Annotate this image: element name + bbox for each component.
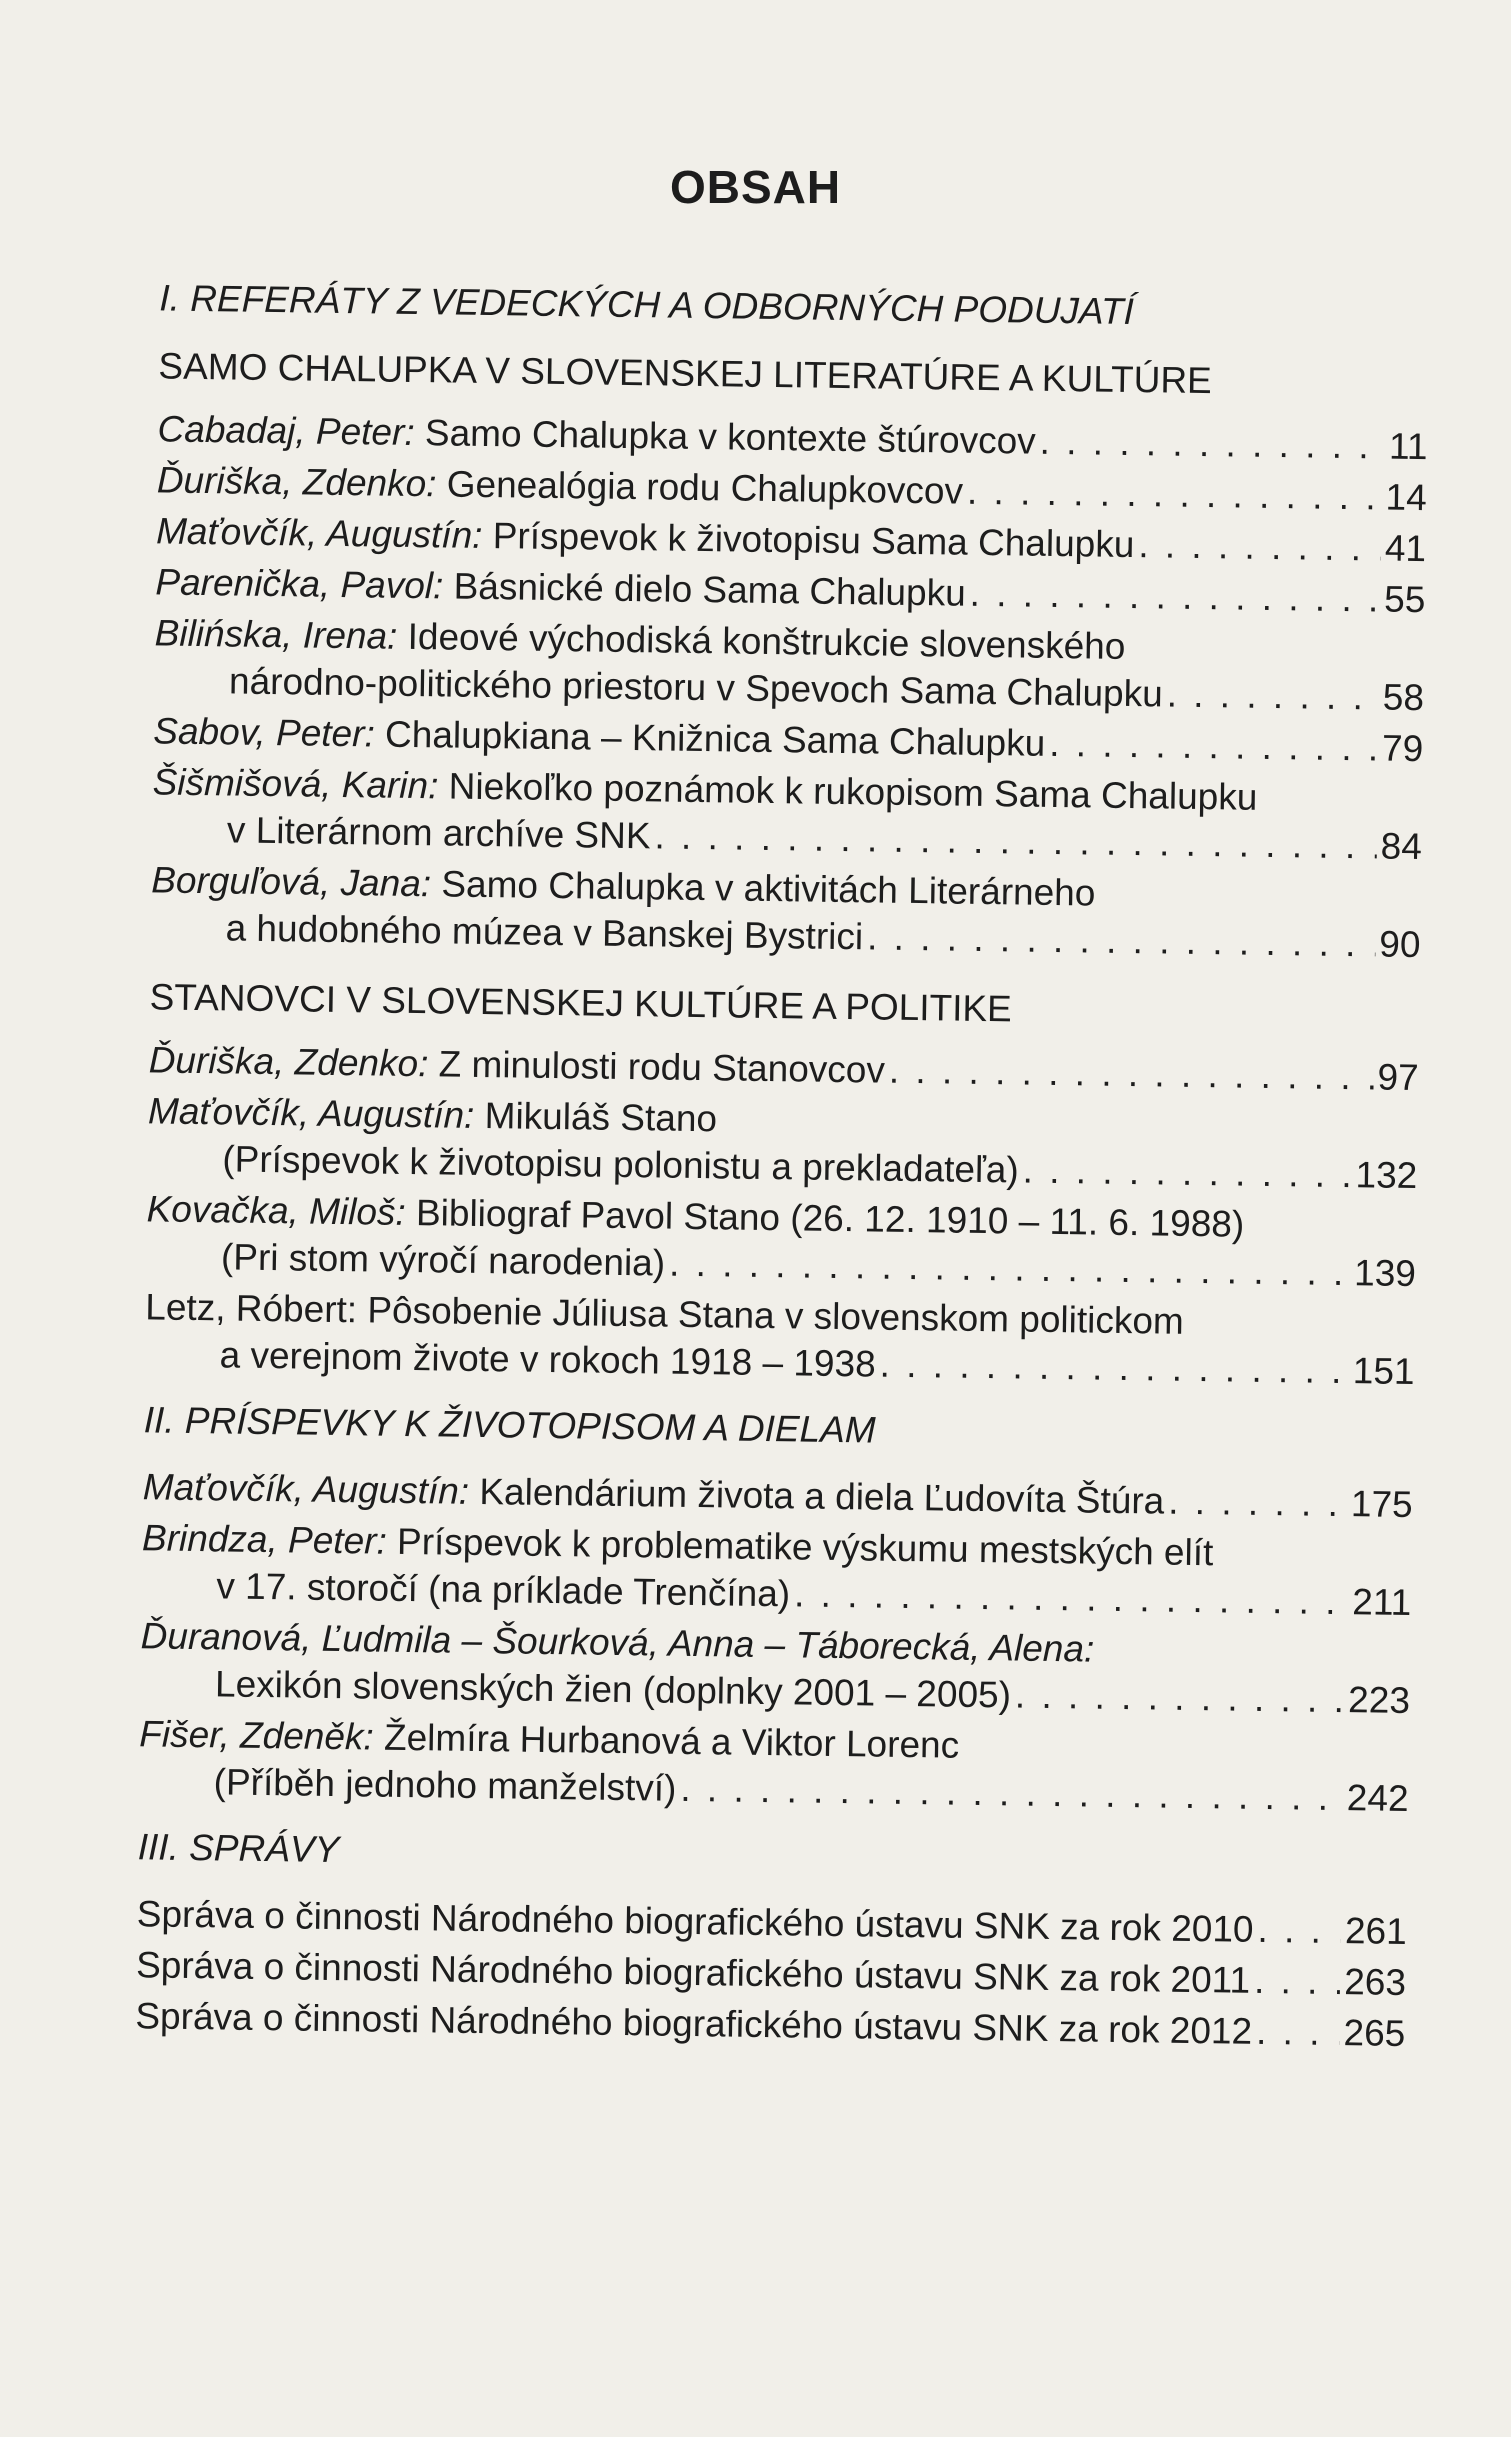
entry-author: Borguľová, Jana: xyxy=(150,859,442,905)
toc-entry xyxy=(120,856,1421,968)
dot-leader xyxy=(1256,2008,1340,2056)
entry-text: (Pri stom výročí narodenia) xyxy=(220,1236,666,1284)
entry-page-number: 151 xyxy=(1352,1350,1415,1393)
entry-author: Maťovčík, Augustín: xyxy=(155,510,494,557)
entry-page-number: 175 xyxy=(1350,1483,1413,1526)
entry-page-number: 211 xyxy=(1352,1581,1412,1624)
dot-leader xyxy=(867,913,1376,967)
entry-page-number: 139 xyxy=(1353,1252,1417,1295)
toc-entry xyxy=(116,1185,1417,1297)
dot-leader xyxy=(1257,1906,1341,1954)
entry-author: Cabadaj, Peter: xyxy=(157,408,426,454)
dot-leader xyxy=(879,1341,1349,1395)
entry-author: Maťovčík, Augustín: xyxy=(147,1090,485,1137)
dot-leader xyxy=(680,1765,1343,1821)
entry-text: Maťovčík, Augustín: Kalendárium života a diela Ľudovíta Štúra xyxy=(142,1466,1165,1522)
entry-author: Parenička, Pavol: xyxy=(155,561,454,607)
entry-page-number: 132 xyxy=(1355,1154,1418,1197)
toc-entry xyxy=(111,1514,1412,1626)
entry-text: Cabadaj, Peter: Samo Chalupka v kontexte štúrovcov xyxy=(157,408,1036,462)
entry-text: Šišmišová, Karin: Niekoľko poznámok k rukopisom Sama Chalupku xyxy=(152,761,1258,818)
entry-author: Sabov, Peter: xyxy=(153,710,386,755)
dot-leader xyxy=(1138,521,1381,571)
part-heading: II. PRÍSPEVKY K ŽIVOTOPISOM A DIELAM xyxy=(143,1399,876,1451)
entry-text: Maťovčík, Augustín: Príspevok k životopisu Sama Chalupku xyxy=(155,510,1135,566)
entry-text: Bilińska, Irena: Ideové východiská konštrukcie slovenského xyxy=(154,612,1126,667)
dot-leader xyxy=(1168,1478,1347,1527)
entry-text: Parenička, Pavol: Básnické dielo Sama Chalupku xyxy=(155,561,967,614)
entry-page-number: 58 xyxy=(1382,676,1425,719)
dot-leader xyxy=(654,812,1377,869)
entry-author: Bilińska, Irena: xyxy=(154,612,408,657)
entry-text: v Literárnom archíve SNK xyxy=(226,809,651,857)
toc-entry xyxy=(110,1612,1411,1724)
entry-page-number: 242 xyxy=(1346,1777,1409,1820)
entry-text: Fišer, Zdeněk: Želmíra Hurbanová a Viktor Lorenc xyxy=(139,1713,960,1766)
entry-page-number: 14 xyxy=(1385,476,1428,519)
table-of-contents xyxy=(105,255,1430,2061)
entry-text: (Príspevok k životopisu polonistu a prekladateľa) xyxy=(222,1138,1020,1191)
toc-entry xyxy=(117,1087,1418,1199)
page-title: OBSAH xyxy=(669,161,842,213)
entry-author: Kovačka, Miloš: xyxy=(146,1188,417,1234)
entry-text: a hudobného múzea v Banskej Bystrici xyxy=(225,907,864,958)
entry-text: Správa o činnosti Národného biografického ústavu SNK za rok 2012 xyxy=(135,1995,1253,2052)
entry-page-number: 97 xyxy=(1377,1056,1419,1099)
entry-page-number: 55 xyxy=(1383,578,1426,621)
entry-page-number: 261 xyxy=(1344,1910,1408,1952)
dot-leader xyxy=(794,1570,1349,1625)
dot-leader xyxy=(967,468,1382,521)
entry-text: národno-politického priestoru v Spevoch Sama Chalupku xyxy=(228,660,1164,715)
entry-text: Maťovčík, Augustín: Mikuláš Stano xyxy=(147,1090,718,1140)
section-heading: SAMO CHALUPKA V SLOVENSKEJ LITERATÚRE A KULTÚRE xyxy=(158,345,1213,402)
entry-text: v 17. storočí (na príklade Trenčína) xyxy=(216,1565,791,1615)
entry-text: Správa o činnosti Národného biografického ústavu SNK za rok 2011 xyxy=(135,1944,1251,2001)
toc-entry xyxy=(124,609,1425,721)
dot-leader xyxy=(1254,1957,1341,2005)
entry-text: Letz, Róbert: Pôsobenie Júliusa Stana v slovenskom politickom xyxy=(145,1286,1185,1342)
entry-text: Kovačka, Miloš: Bibliograf Pavol Stano (26. 12. 1910 – 11. 6. 1988) xyxy=(146,1188,1245,1245)
entry-text: Lexikón slovenských žien (doplnky 2001 – 2005) xyxy=(214,1663,1012,1716)
entry-author: Ďuranová, Ľudmila – Šourková, Anna – Táborecká, Alena: xyxy=(140,1615,1095,1670)
entry-text: (Příběh jednoho manželství) xyxy=(213,1761,677,1809)
dot-leader xyxy=(969,570,1380,623)
entry-text: Brindza, Peter: Príspevok k problematike výskumu mestských elít xyxy=(141,1517,1214,1574)
dot-leader xyxy=(669,1240,1351,1297)
dot-leader xyxy=(1022,1147,1351,1199)
entry-page-number: 79 xyxy=(1381,727,1424,770)
entry-page-number: 265 xyxy=(1343,2012,1406,2054)
dot-leader xyxy=(1049,720,1378,772)
entry-text: a verejnom živote v rokoch 1918 – 1938 xyxy=(219,1334,876,1385)
dot-leader xyxy=(1015,1671,1345,1723)
entry-page-number: 223 xyxy=(1347,1679,1411,1722)
dot-leader xyxy=(1166,671,1379,721)
section-heading: STANOVCI V SLOVENSKEJ KULTÚRE A POLITIKE xyxy=(149,976,1013,1030)
part-heading: I. REFERÁTY Z VEDECKÝCH A ODBORNÝCH PODUJATÍ xyxy=(159,277,1135,333)
entry-author: Šišmišová, Karin: xyxy=(152,761,449,807)
entry-page-number: 41 xyxy=(1384,527,1427,570)
part-heading: III. SPRÁVY xyxy=(137,1826,340,1871)
entry-page-number: 90 xyxy=(1379,923,1421,966)
toc-entry xyxy=(108,1710,1409,1822)
entry-page-number: 84 xyxy=(1380,825,1423,868)
entry-author: Brindza, Peter: xyxy=(141,1517,398,1562)
entry-page-number: 11 xyxy=(1388,425,1428,468)
entry-text: Správa o činnosti Národného biografického ústavu SNK za rok 2010 xyxy=(136,1893,1254,1950)
entry-author: Maťovčík, Augustín: xyxy=(142,1466,480,1512)
toc-entry xyxy=(114,1283,1415,1395)
entry-text: Borguľová, Jana: Samo Chalupka v aktivitách Literárneho xyxy=(150,859,1096,914)
dot-leader xyxy=(1039,418,1385,470)
toc-entry xyxy=(122,758,1423,870)
entry-text: Sabov, Peter: Chalupkiana – Knižnica Sama Chalupku xyxy=(153,710,1046,764)
entry-text: Ďuriška, Zdenko: Z minulosti rodu Stanovcov xyxy=(148,1039,886,1091)
entry-author: Ďuriška, Zdenko: xyxy=(156,459,448,505)
entry-author: Fišer, Zdeněk: xyxy=(139,1713,385,1758)
dot-leader xyxy=(889,1047,1374,1101)
entry-text: Ďuriška, Zdenko: Genealógia rodu Chalupkovcov xyxy=(156,459,964,512)
entry-page-number: 263 xyxy=(1343,1961,1407,2003)
entry-author: Ďuriška, Zdenko: xyxy=(148,1039,439,1085)
